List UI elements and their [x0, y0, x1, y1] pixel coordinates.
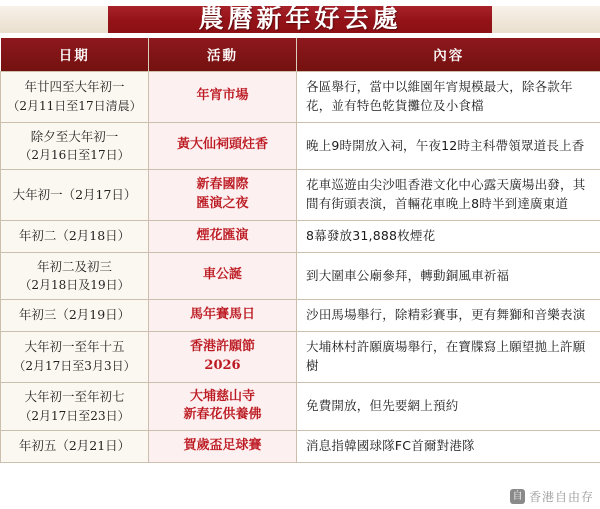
event-name-line2: 新春花供養佛 — [183, 407, 262, 423]
event-name-line2: 2026 — [204, 357, 241, 373]
cell-event — [149, 72, 297, 123]
event-name-line2: 匯演之夜 — [196, 196, 249, 211]
cell-event — [149, 382, 297, 431]
cell-event — [149, 300, 297, 332]
cell-event — [149, 252, 297, 300]
table-body — [1, 72, 600, 463]
banner-right-ornament — [492, 6, 600, 33]
table-header-row — [1, 38, 600, 72]
table-header — [1, 38, 600, 72]
event-name: 賀歲盃足球賽 — [183, 438, 262, 454]
event-name: 新春國際 — [196, 177, 249, 193]
column-header-date: 日期 — [1, 38, 149, 72]
table-row — [1, 170, 600, 221]
table-row — [1, 122, 600, 170]
watermark-text: 香港自由存 — [528, 490, 594, 504]
cell-event — [149, 431, 297, 463]
cell-detail: 8幕發放31,888枚煙花 — [297, 220, 600, 252]
date-gregorian: （2月17日至3月3日） — [13, 359, 136, 374]
cell-detail: 晚上9時開放入祠，午夜12時主科帶領眾道長上香 — [297, 122, 600, 170]
date-gregorian: （2月18日及19日） — [19, 278, 130, 293]
event-name: 大埔慈山寺 — [189, 388, 255, 404]
table-row — [1, 431, 600, 463]
cell-event — [149, 220, 297, 252]
title-banner — [0, 0, 600, 38]
date-lunar: 年初三（2月19日） — [18, 307, 131, 323]
date-lunar: 大年初一（2月17日） — [12, 186, 137, 202]
cell-detail: 花車巡遊由尖沙咀香港文化中心露天廣場出發，其間有街頭表演，首輛花車晚上8時半到達廣東道 — [297, 170, 600, 221]
event-name: 馬年賽馬日 — [189, 307, 255, 323]
event-name: 煙花匯演 — [196, 227, 249, 243]
banner-left-ornament — [0, 6, 108, 33]
table-row — [1, 300, 600, 332]
cell-event — [149, 332, 297, 383]
cell-date — [1, 170, 149, 221]
event-name: 黃大仙祠頭炷香 — [176, 137, 268, 153]
cell-event — [149, 122, 297, 170]
cell-date — [1, 332, 149, 383]
watermark — [510, 488, 594, 505]
watermark-logo-icon: 自 — [510, 489, 525, 504]
column-header-event: 活動 — [149, 38, 297, 72]
page-title: 農曆新年好去處 — [198, 4, 402, 33]
cell-date — [1, 72, 149, 123]
date-lunar: 年初五（2月21日） — [18, 438, 131, 454]
date-lunar: 大年初一至年初七 — [24, 388, 125, 404]
table-row — [1, 252, 600, 300]
cell-date — [1, 300, 149, 332]
cell-date — [1, 252, 149, 300]
date-lunar: 大年初一至年十五 — [24, 339, 125, 355]
cell-event — [149, 170, 297, 221]
date-gregorian: （2月17日至23日） — [19, 408, 130, 423]
cell-detail: 沙田馬場舉行，除精彩賽事，更有舞獅和音樂表演 — [297, 300, 600, 332]
event-name: 香港許願節 — [189, 338, 255, 354]
cell-detail: 消息指韓國球隊FC首爾對港隊 — [297, 431, 600, 463]
cell-detail: 大埔林村許願廣場舉行，在寶牒寫上願望拋上許願樹 — [297, 332, 600, 383]
date-lunar: 除夕至大年初一 — [30, 128, 119, 144]
event-name: 車公誕 — [202, 267, 242, 283]
table-row — [1, 72, 600, 123]
column-header-detail: 內容 — [297, 38, 600, 72]
date-gregorian: （2月16日至17日） — [19, 148, 130, 163]
date-lunar: 年初二及初三 — [36, 258, 112, 274]
date-lunar: 年初二（2月18日） — [18, 227, 131, 243]
date-lunar: 年廿四至大年初一 — [24, 79, 125, 95]
cell-date — [1, 122, 149, 170]
date-gregorian: （2月11日至17日清晨） — [7, 99, 142, 114]
cell-detail: 各區舉行，當中以維園年宵規模最大，除各款年花，並有特色乾貨攤位及小食檔 — [297, 72, 600, 123]
table-row — [1, 332, 600, 383]
events-table — [0, 38, 600, 463]
cell-date — [1, 382, 149, 431]
table-row — [1, 220, 600, 252]
table-row — [1, 382, 600, 431]
event-name: 年宵市場 — [196, 88, 249, 104]
cell-detail: 免費開放，但先要網上預約 — [297, 382, 600, 431]
cell-detail: 到大圍車公廟參拜，轉動銅風車祈福 — [297, 252, 600, 300]
cell-date — [1, 431, 149, 463]
cell-date — [1, 220, 149, 252]
